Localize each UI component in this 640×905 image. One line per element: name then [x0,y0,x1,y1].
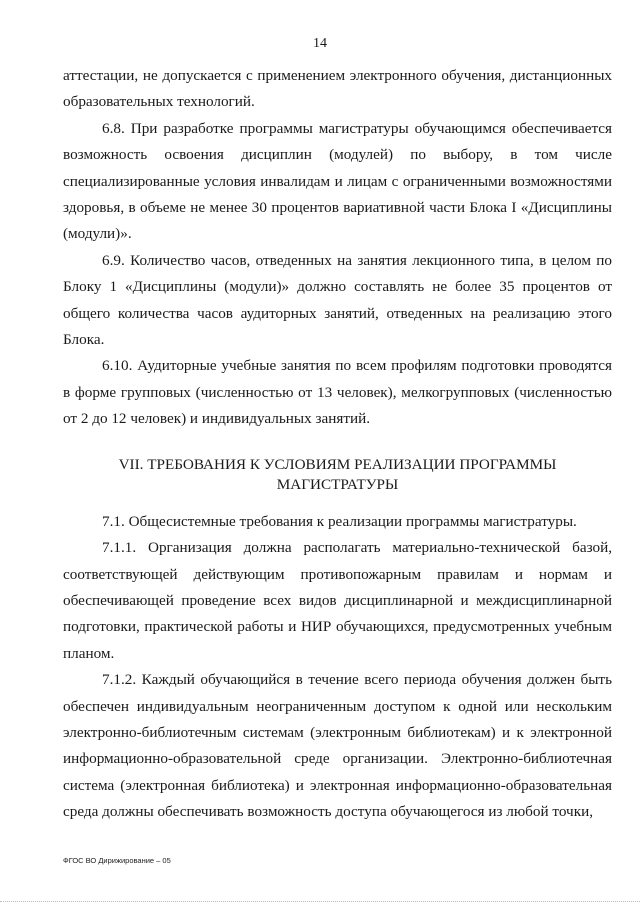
document-body [63,63,612,826]
paragraph-7-1-2: 7.1.2. Каждый обучающийся в течение всего периода обучения должен быть обеспечен индивидуальным неограниченным доступом к одной или нескольким электронно-библиотечным системам (электронным библиотекам) и к электронной информационно-образовательной среде организации. Электронно-библиотечная система (электронная библиотека) и электронная информационно-образовательная среда должны обеспечивать возможность доступа обучающегося из любой точки, [63,671,612,821]
paragraph-6-8: 6.8. При разработке программы магистратуры обучающимся обеспечивается возможность освоения дисциплин (модулей) по выбору, в том числе специализированные условия инвалидам и лицам с ограниченными возможностями здоровья, в объеме не менее 30 процентов вариативной части Блока I «Дисциплины (модули)». [63,119,612,243]
paragraph-7-1-1: 7.1.1. Организация должна располагать материально-технической базой, соответствующей действующим противопожарным правилам и нормам и обеспечивающей проведение всех видов дисциплинарной и междисциплинарной подготовки, практической работы и НИР обучающихся, предусмотренных учебным планом. [63,539,612,662]
paragraph-continuation: аттестации, не допускается с применением электронного обучения, дистанционных образовательных технологий. [63,67,612,111]
section-heading [63,455,612,495]
footer-doc-id: ФГОС ВО Дирижирование – 05 [63,856,171,865]
page-number: 14 [313,36,327,51]
section-heading-line2: МАГИСТРАТУРЫ [276,475,399,493]
paragraph-6-9: 6.9. Количество часов, отведенных на занятия лекционного типа, в целом по Блоку 1 «Дисциплины (модули)» должно составлять не более 35 процентов от общего количества часов аудиторных занятий, отведенных на реализацию этого Блока. [63,251,612,349]
paragraph-7-1: 7.1. Общесистемные требования к реализации программы магистратуры. [102,512,577,530]
section-heading-line1: VII. ТРЕБОВАНИЯ К УСЛОВИЯМ РЕАЛИЗАЦИИ ПРОГРАММЫ [118,455,557,473]
scan-edge-divider [0,901,640,905]
paragraph-6-10: 6.10. Аудиторные учебные занятия по всем профилям подготовки проводятся в форме групповых (численностью от 13 человек), мелкогрупповых (численностью от 2 до 12 человек) и индивидуальных занятий. [63,357,612,428]
